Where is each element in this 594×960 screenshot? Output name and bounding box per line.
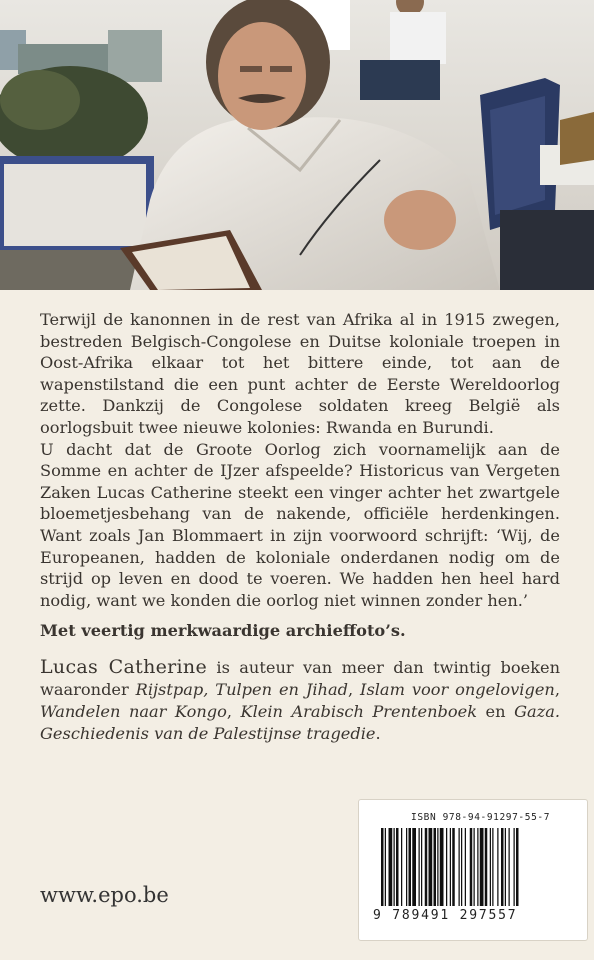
barcode-bars bbox=[381, 828, 567, 910]
barcode-bar bbox=[509, 828, 510, 906]
barcode-bar bbox=[465, 828, 466, 906]
barcode-bar bbox=[406, 828, 407, 906]
barcode-bar bbox=[394, 828, 395, 906]
book-title: Gaza. Geschiedenis van de Palestijnse tragedie bbox=[40, 701, 560, 743]
barcode-bar bbox=[497, 828, 498, 906]
barcode-bar bbox=[446, 828, 447, 906]
barcode-bar bbox=[401, 828, 402, 906]
barcode-bar bbox=[450, 828, 451, 906]
barcode-bar bbox=[429, 828, 433, 906]
book-title: Islam voor ongelovigen bbox=[360, 679, 555, 699]
blurb-highlight: Met veertig merkwaardige archieffoto’s. bbox=[40, 621, 406, 641]
barcode-label bbox=[358, 799, 588, 941]
barcode-bar bbox=[492, 828, 493, 906]
barcode-bar bbox=[425, 828, 428, 906]
book-title: Wandelen naar Kongo bbox=[40, 701, 227, 721]
barcode-bar bbox=[505, 828, 506, 906]
isbn-text: ISBN 978-94-91297-55-7 bbox=[411, 812, 551, 823]
barcode-bar bbox=[514, 828, 515, 906]
barcode-bar bbox=[485, 828, 488, 906]
barcode-bar bbox=[396, 828, 399, 906]
barcode-bar bbox=[477, 828, 478, 906]
separator: , bbox=[554, 679, 560, 699]
barcode-bar bbox=[437, 828, 438, 906]
separator: en bbox=[477, 701, 515, 721]
barcode-bar bbox=[419, 828, 420, 906]
barcode-bar bbox=[490, 828, 491, 906]
book-title: Rijstpap, Tulpen en Jihad bbox=[135, 679, 348, 699]
barcode-bar bbox=[412, 828, 416, 906]
author-name: Lucas Catherine bbox=[40, 655, 207, 678]
barcode-bar bbox=[385, 828, 386, 906]
barcode-bar bbox=[409, 828, 412, 906]
barcode-bar bbox=[516, 828, 519, 906]
separator: , bbox=[226, 701, 241, 721]
back-cover-text bbox=[40, 309, 560, 745]
barcode-bar bbox=[501, 828, 504, 906]
barcode-bar bbox=[389, 828, 393, 906]
separator: , bbox=[347, 679, 361, 699]
author-intro: is auteur van meer dan twintig boeken waaronder bbox=[40, 657, 561, 699]
barcode-bar bbox=[381, 828, 384, 906]
barcode-bar bbox=[459, 828, 460, 906]
barcode-bar bbox=[421, 828, 422, 906]
barcode-bar bbox=[452, 828, 455, 906]
book-title: Klein Arabisch Prentenboek bbox=[240, 701, 478, 721]
publisher-website: www.epo.be bbox=[40, 883, 169, 907]
barcode-bar bbox=[434, 828, 437, 906]
blurb-paragraph-2: U dacht dat de Groote Oorlog zich voornamelijk aan de Somme en achter de IJzer afspeelde? Historicus van Vergeten Zaken Lucas Catherine steekt een vinger achter het zwartgele bloemetjesbehang van de nakende, officiële herdenkingen. Want zoals Jan Blommaert in zijn voorwoord schrijft: ‘Wij, de Europeanen, hadden de koloniale onderdanen nodig om de strijd op leven en dood te voeren. We hadden hen heel hard nodig, want we konden die oorlog niet winnen zonder hen.’ bbox=[40, 439, 560, 610]
separator: . bbox=[375, 723, 381, 743]
barcode-bar bbox=[474, 828, 475, 906]
blurb-paragraph-1: Terwijl de kanonnen in de rest van Afrika al in 1915 zwegen, bestreden Belgisch-Congolese en Duitse koloniale troepen in Oost-Afrika elkaar tot het bittere einde, tot aan de wapenstilstand die een punt achter de Eerste Wereldoorlog zette. Dankzij de Congolese soldaten kreeg België als oorlogsbuit twee nieuwe kolonies: Rwanda en Burundi. bbox=[40, 310, 560, 437]
barcode-bar bbox=[480, 828, 484, 906]
author-photo bbox=[0, 0, 594, 290]
photo-illustration bbox=[0, 0, 594, 290]
barcode-bar bbox=[470, 828, 473, 906]
barcode-bar bbox=[461, 828, 462, 906]
barcode-digits: 9 789491 297557 bbox=[373, 908, 518, 923]
author-bio bbox=[40, 656, 560, 745]
barcode-bar bbox=[440, 828, 444, 906]
